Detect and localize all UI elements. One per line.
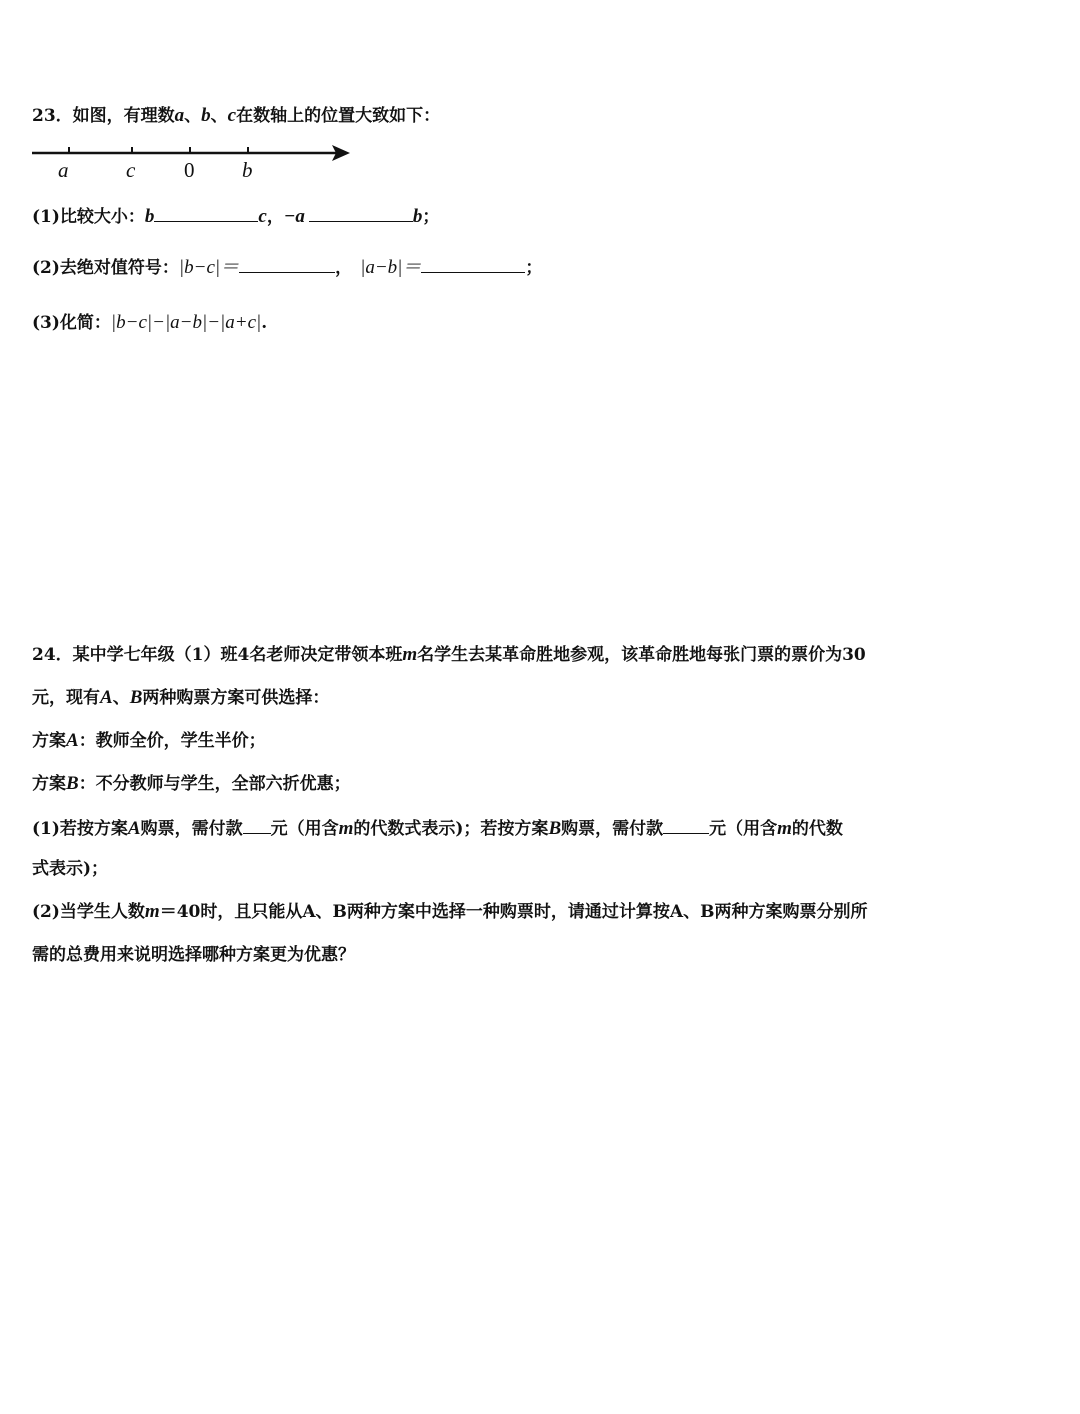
q23-number: 23． — [32, 106, 73, 126]
q24-line2: 元，现有A、B两种购票方案可供选择： — [32, 687, 330, 708]
q23-part2: (2)去绝对值符号：|b−c|＝ ， |a−b|＝ ； — [32, 254, 542, 280]
answer-blank[interactable] — [421, 254, 525, 273]
q24-line4: 方案B：不分教师与学生，全部六折优惠； — [32, 773, 351, 794]
axis-label-a: a — [58, 158, 69, 182]
var-a: a — [174, 105, 185, 126]
q24-line1: 24．某中学七年级（1）班4名老师决定带领本班m名学生去某革命胜地参观，该革命胜地每张门票的票价为30 — [32, 644, 866, 665]
var-c: c — [227, 105, 237, 126]
answer-blank[interactable] — [154, 203, 258, 222]
answer-blank[interactable] — [663, 815, 709, 834]
q24-line7: (2)当学生人数m＝40时，且只能从A、B两种方案中选择一种购票时，请通过计算按A、B两种方案购票分别所 — [32, 901, 868, 922]
answer-blank[interactable] — [309, 203, 413, 222]
q24-line8: 需的总费用来说明选择哪种方案更为优惠？ — [32, 945, 355, 965]
q24-line5: (1)若按方案A购票，需付款 元（用含m的代数式表示)；若按方案B购票，需付款 元（用含m的代数 — [32, 815, 843, 841]
answer-blank[interactable] — [243, 815, 271, 834]
q24-line3: 方案A：教师全价，学生半价； — [32, 730, 266, 751]
q23-part1: (1)比较大小：b c，−a b； — [32, 203, 439, 229]
axis-label-zero: 0 — [184, 158, 195, 182]
q23-part3: (3)化简：|b−c|−|a−b|−|a+c|. — [32, 312, 268, 333]
q24-line6: 式表示)； — [32, 859, 109, 879]
var-b: b — [201, 105, 211, 126]
q23-stem: 23．如图，有理数a、b、c在数轴上的位置大致如下： — [32, 105, 441, 126]
axis-label-c: c — [126, 158, 136, 182]
answer-blank[interactable] — [239, 254, 335, 273]
axis-label-b: b — [242, 158, 253, 182]
